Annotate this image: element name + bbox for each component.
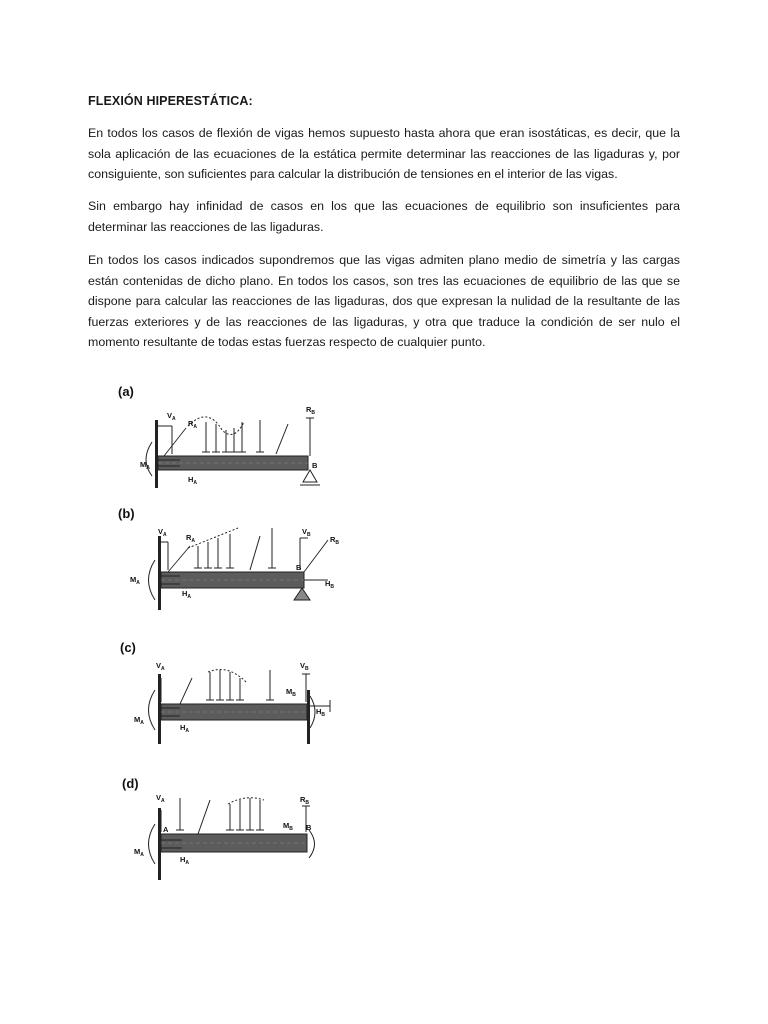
paragraph-2: Sin embargo hay infinidad de casos en los que las ecuaciones de equilibrio son insuficientes para determinar las reacciones de las ligaduras.	[88, 199, 680, 234]
figure-b	[110, 500, 370, 612]
label-va: $V_A$	[156, 661, 165, 672]
label-va: $V_A$	[167, 411, 176, 422]
figure-c	[110, 634, 370, 746]
label-b: B	[312, 461, 318, 470]
label-va: $V_A$	[156, 793, 165, 804]
rb-arrow	[304, 540, 328, 572]
label-ra: $R_A$	[186, 533, 196, 544]
label-rb: $R_B$	[306, 405, 316, 416]
label-ma: $M_A$	[140, 460, 150, 471]
label-ha: $H_A$	[180, 723, 190, 734]
label-a: A	[163, 825, 169, 834]
figure-label: (d)	[122, 776, 139, 791]
distributed-load	[176, 798, 264, 834]
label-ra: $R_A$	[188, 419, 198, 430]
figure-d	[110, 770, 370, 882]
label-rb: $R_B$	[300, 795, 310, 806]
label-ma: $M_A$	[134, 715, 144, 726]
document-title: FLEXIÓN HIPERESTÁTICA:	[88, 94, 253, 108]
mb-moment-arc	[310, 696, 315, 728]
ma-moment-arc	[149, 824, 156, 864]
label-ha: $H_A$	[182, 589, 192, 600]
beam-diagram-a	[110, 378, 370, 490]
ma-moment-arc	[149, 560, 156, 600]
figure-a	[110, 378, 370, 490]
figure-label: (b)	[118, 506, 135, 521]
fixed-support-wall	[155, 420, 158, 488]
label-hb: $H_B$	[316, 707, 326, 718]
label-rb: $R_B$	[330, 535, 340, 546]
label-mb: $M_B$	[286, 687, 296, 698]
figure-label: (a)	[118, 384, 134, 399]
label-ha: $H_A$	[180, 855, 190, 866]
figure-label: (c)	[120, 640, 136, 655]
label-va: $V_A$	[158, 527, 167, 538]
pin-support	[294, 588, 310, 600]
roller-support	[303, 470, 317, 482]
label-ma: $M_A$	[130, 575, 140, 586]
ra-arrow	[164, 428, 186, 456]
mb-moment-arc	[309, 830, 315, 858]
label-ma: $M_A$	[134, 847, 144, 858]
paragraph-1: En todos los casos de flexión de vigas hemos supuesto hasta ahora que eran isostáticas, es decir, que la sola aplicación de las ecuaciones de la estática permite determinar las reacciones de las ligaduras y, por consiguiente, son suficientes para calcular la distribución de tensiones en el interior de las vigas.	[88, 126, 680, 181]
distributed-load	[206, 670, 274, 700]
distributed-load	[188, 528, 276, 570]
label-hb: $H_B$	[325, 579, 335, 590]
fixed-support-wall-b	[307, 690, 310, 744]
label-vb: $V_B$	[302, 527, 311, 538]
ma-moment-arc	[149, 690, 156, 730]
label-ha: $H_A$	[188, 475, 198, 486]
label-b: B	[296, 563, 302, 572]
beam-diagram-b	[110, 500, 370, 612]
label-b: B	[306, 823, 312, 832]
label-mb: $M_B$	[283, 821, 293, 832]
beam-diagram-d	[110, 770, 370, 882]
paragraph-3: En todos los casos indicados supondremos que las vigas admiten plano medio de simetría y las cargas están contenidas de dicho plano. En todos los casos, son tres las ecuaciones de equilibrio de las que se dispone para calcular las reacciones de las ligaduras, dos que expresan la nulidad de la resultante de las fuerzas exteriores y de las reacciones de las ligaduras, y otra que traduce la condición de ser nulo el momento resultante de todas estas fuerzas respecto de cualquier punto.	[88, 253, 680, 349]
label-vb: $V_B$	[300, 661, 309, 672]
ra-arrow	[168, 546, 190, 572]
beam-diagram-c	[110, 634, 370, 746]
distributed-load	[188, 417, 288, 454]
